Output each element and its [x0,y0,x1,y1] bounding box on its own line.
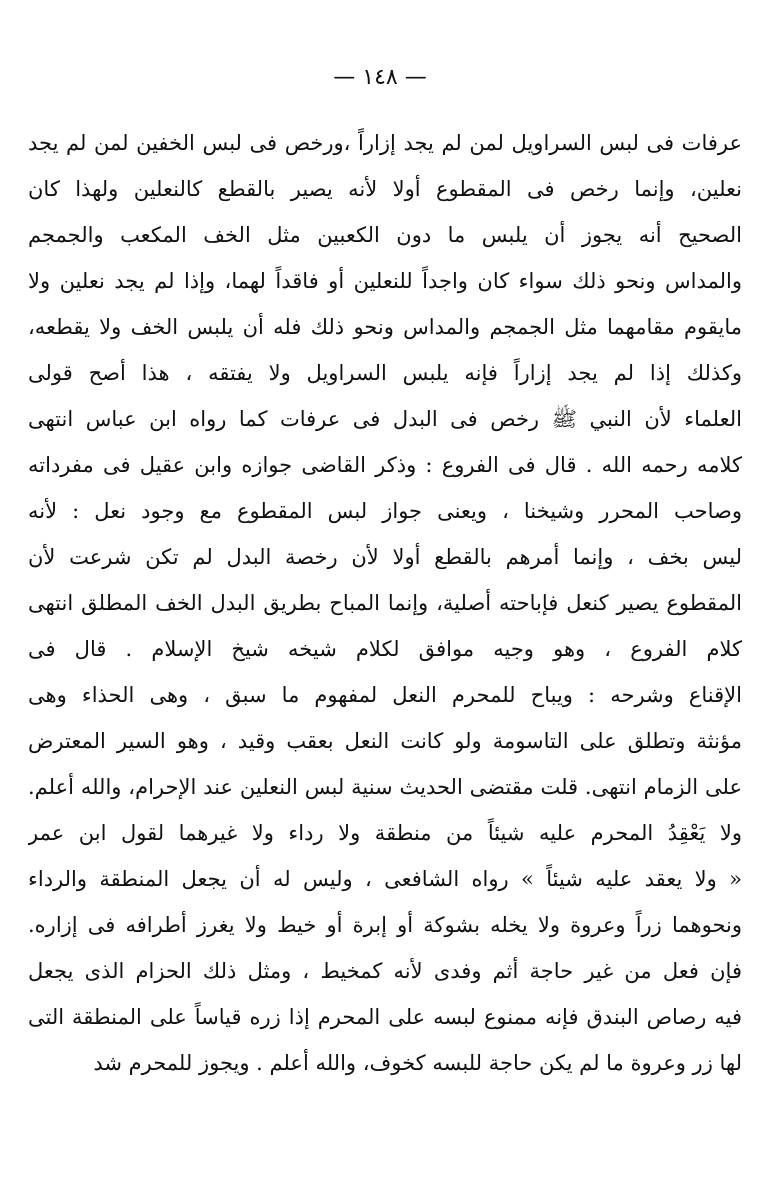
text-line: وصاحب المحرر وشيخنا ، ويعنى جواز لبس المقطوع مع وجود نعل : لأنه [28,499,742,523]
page-number: — ١٤٨ — [333,65,427,90]
text-line: كلامه رحمه الله . قال فى الفروع : وذكر القاضى جوازه وابن عقيل فى مفرداته [28,453,742,477]
text-line: نعلين، وإنما رخص فى المقطوع أولا لأنه يصير بالقطع كالنعلين ولهذا كان [28,177,742,201]
body-text [28,120,742,1086]
text-line: ليس بخف ، وإنما أمرهم بالقطع أولا لأن رخصة البدل لم تكن شرعت لأن [28,545,742,569]
text-line: عرفات فى لبس السراويل لمن لم يجد إزاراً ،ورخص فى لبس الخفين لمن لم يجد [28,131,742,155]
text-line: وكذلك إذا لم يجد إزاراً فإنه يلبس السراويل ولا يفتقه ، هذا أصح قولى [28,361,742,385]
text-line: كلام الفروع ، وهو وجيه موافق لكلام شيخه شيخ الإسلام . قال فى [28,637,742,661]
text-line: والمداس ونحو ذلك سواء كان واجداً للنعلين أو فاقداً لهما، وإذا لم يجد نعلين ولا [28,269,742,293]
text-line: مؤنثة وتطلق على التاسومة ولو كانت النعل بعقب وقيد ، وهو السير المعترض [28,729,742,753]
text-line: فيه رصاص البندق فإنه ممنوع لبسه على المحرم إذا زره قياساً على المنطقة التى [28,1005,742,1029]
text-line: على الزمام انتهى. قلت مقتضى الحديث سنية لبس النعلين عند الإحرام، والله أعلم. [28,775,742,799]
text-line: فإن فعل من غير حاجة أثم وفدى لأنه كمخيط ، ومثل ذلك الحزام الذى يجعل [28,959,742,983]
text-line: « ولا يعقد عليه شيئاً » رواه الشافعى ، وليس له أن يجعل المنطقة والرداء [28,867,742,891]
text-line: مايقوم مقامهما مثل الجمجم والمداس ونحو ذلك فله أن يلبس الخف ولا يقطعه، [28,315,742,339]
text-line: العلماء لأن النبي ﷺ رخص فى البدل فى عرفات كما رواه ابن عباس انتهى [28,407,742,431]
text-line: لها زر وعروة ما لم يكن حاجة للبسه كخوف، والله أعلم . ويجوز للمحرم شد [93,1051,742,1075]
text-line: ونحوهما زراً وعروة ولا يخله بشوكة أو إبرة أو خيط ولا يغرز أطرافه فى إزاره. [28,913,742,937]
text-line: الإقناع وشرحه : ويباح للمحرم النعل لمفهوم ما سبق ، وهى الحذاء وهى [28,683,742,707]
text-line: ولا يَعْقِدُ المحرم عليه شيئاً من منطقة ولا رداء ولا غيرهما لقول ابن عمر [28,821,742,845]
text-line: المقطوع يصير كنعل فإباحته أصلية، وإنما المباح بطريق البدل الخف المطلق انتهى [28,591,742,615]
text-line: الصحيح أنه يجوز أن يلبس ما دون الكعبين مثل الخف المكعب والجمجم [28,223,742,247]
